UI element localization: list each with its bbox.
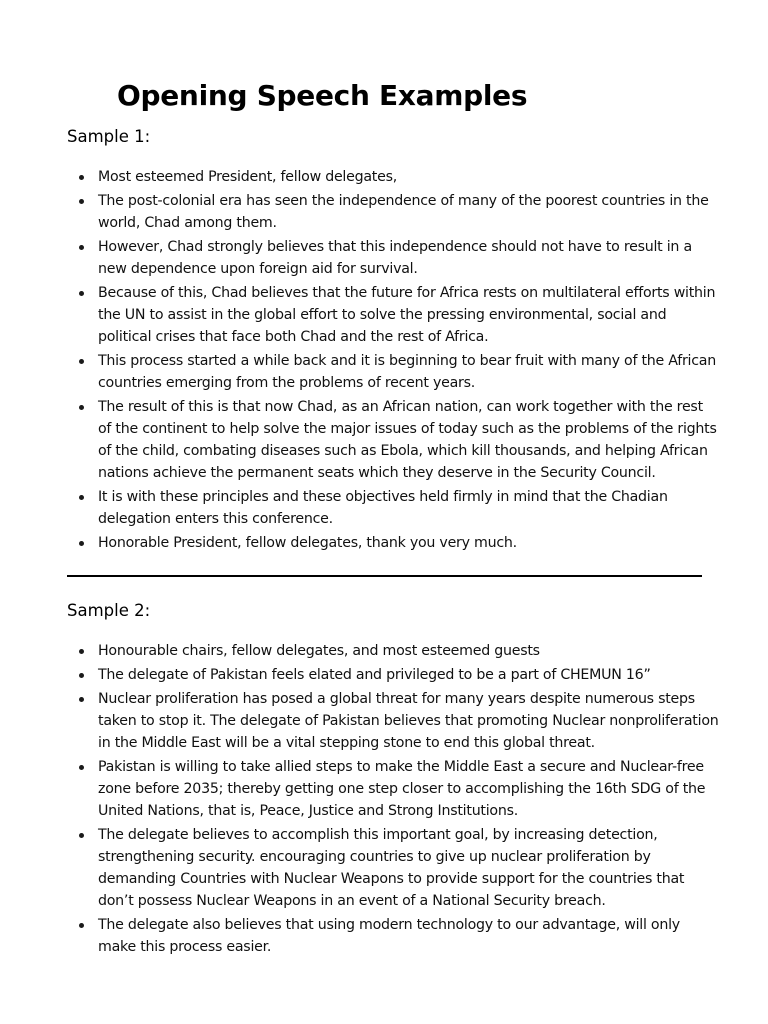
- list-item: [79, 166, 719, 188]
- list-item: [79, 824, 719, 912]
- list-item: [79, 350, 719, 394]
- bullet-icon: [79, 175, 84, 180]
- bullet-icon: [79, 405, 84, 410]
- list-item: [79, 756, 719, 822]
- list-item: [79, 396, 719, 484]
- bullet-icon: [79, 923, 84, 928]
- page-title: Opening Speech Examples: [117, 79, 528, 112]
- list-item-text: Honourable chairs, fellow delegates, and most esteemed guests: [98, 643, 540, 659]
- bullet-icon: [79, 359, 84, 364]
- list-item-text: Most esteemed President, fellow delegates,: [98, 169, 397, 185]
- list-item: [79, 282, 719, 348]
- sample-1-list: [79, 166, 719, 556]
- sample-2-list: [79, 640, 719, 960]
- bullet-icon: [79, 765, 84, 770]
- list-item-text: The delegate of Pakistan feels elated and privileged to be a part of CHEMUN 16”: [98, 667, 651, 683]
- bullet-icon: [79, 833, 84, 838]
- list-item-text: Because of this, Chad believes that the future for Africa rests on multilateral efforts within the UN to assist in the global effort to solve the pressing environmental, social and political crises that face both Chad and the rest of Africa.: [98, 285, 716, 345]
- bullet-icon: [79, 673, 84, 678]
- list-item: [79, 688, 719, 754]
- list-item-text: It is with these principles and these objectives held firmly in mind that the Chadian delegation enters this conference.: [98, 489, 668, 527]
- list-item: [79, 532, 719, 554]
- sample-2-heading: Sample 2:: [67, 601, 151, 620]
- sample-1-heading: Sample 1:: [67, 127, 151, 146]
- list-item: [79, 190, 719, 234]
- bullet-icon: [79, 697, 84, 702]
- list-item: [79, 640, 719, 662]
- list-item: [79, 914, 719, 958]
- bullet-icon: [79, 649, 84, 654]
- list-item-text: The delegate believes to accomplish this important goal, by increasing detection, strengthening security. encouraging countries to give up nuclear proliferation by demanding Countries with Nuclear Weapons to provide support for the countries that don’t possess Nuclear Weapons in an event of a National Security breach.: [98, 827, 685, 909]
- bullet-icon: [79, 245, 84, 250]
- list-item-text: The delegate also believes that using modern technology to our advantage, will only make this process easier.: [98, 917, 680, 955]
- list-item-text: The post-colonial era has seen the independence of many of the poorest countries in the world, Chad among them.: [98, 193, 709, 231]
- list-item: [79, 664, 719, 686]
- section-divider: [67, 575, 702, 577]
- list-item-text: This process started a while back and it is beginning to bear fruit with many of the African countries emerging from the problems of recent years.: [98, 353, 716, 391]
- list-item-text: Pakistan is willing to take allied steps to make the Middle East a secure and Nuclear-free zone before 2035; thereby getting one step closer to accomplishing the 16th SDG of the United Nations, that is, Peace, Justice and Strong Institutions.: [98, 759, 706, 819]
- list-item-text: However, Chad strongly believes that this independence should not have to result in a new dependence upon foreign aid for survival.: [98, 239, 692, 277]
- list-item: [79, 486, 719, 530]
- bullet-icon: [79, 291, 84, 296]
- bullet-icon: [79, 199, 84, 204]
- bullet-icon: [79, 495, 84, 500]
- list-item-text: Honorable President, fellow delegates, thank you very much.: [98, 535, 517, 551]
- list-item: [79, 236, 719, 280]
- list-item-text: Nuclear proliferation has posed a global threat for many years despite numerous steps taken to stop it. The delegate of Pakistan believes that promoting Nuclear nonproliferation in the Middle East will be a vital stepping stone to end this global threat.: [98, 691, 719, 751]
- list-item-text: The result of this is that now Chad, as an African nation, can work together with the rest of the continent to help solve the major issues of today such as the problems of the rights of the child, combating diseases such as Ebola, which kill thousands, and helping African nations achieve the permanent seats which they deserve in the Security Council.: [98, 399, 717, 481]
- bullet-icon: [79, 541, 84, 546]
